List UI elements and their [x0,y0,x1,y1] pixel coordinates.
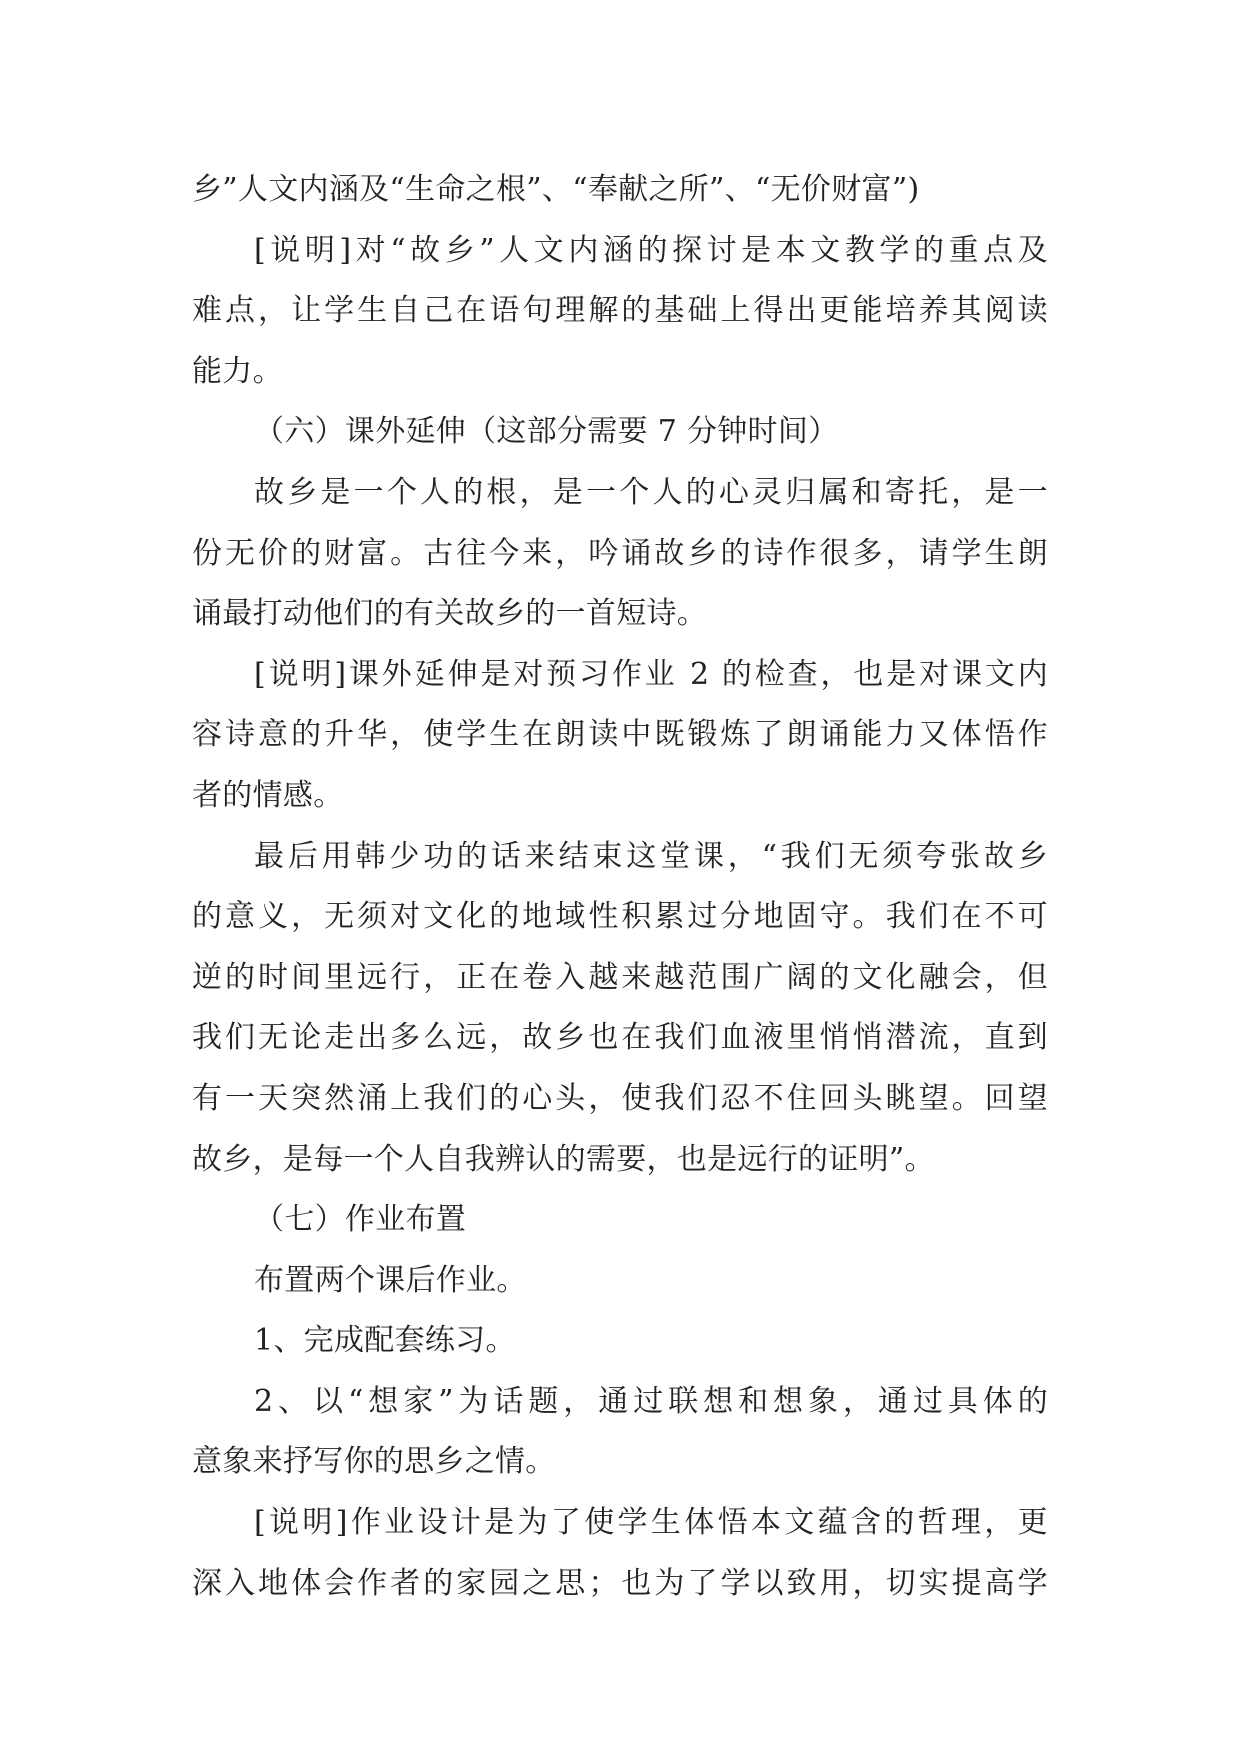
text-line: 难点，让学生自己在语句理解的基础上得出更能培养其阅读 [192,293,1048,329]
text-line: 有一天突然涌上我们的心头，使我们忍不住回头眺望。回望 [192,1080,1048,1116]
text-line: 故乡，是每一个人自我辨认的需要，也是远行的证明”。 [192,1141,935,1177]
text-line: 者的情感。 [192,777,344,813]
text-line: [说明]作业设计是为了使学生体悟本文蕴含的哲理，更 [254,1505,1048,1541]
text-line: 最后用韩少功的话来结束这堂课，“我们无须夸张故乡 [254,838,1048,874]
text-line: 诵最打动他们的有关故乡的一首短诗。 [192,596,708,632]
body-text [192,160,1048,1614]
text-line: 的意义，无须对文化的地域性积累过分地固守。我们在不可 [192,899,1048,935]
text-line: 份无价的财富。古往今来，吟诵故乡的诗作很多，请学生朗 [192,535,1048,571]
text-line: 意象来抒写你的思乡之情。 [192,1444,556,1480]
section-heading: （六）课外延伸（这部分需要 7 分钟时间） [254,414,839,450]
text-line: 容诗意的升华，使学生在朗读中既锻炼了朗诵能力又体悟作 [192,717,1048,753]
text-line: 我们无论走出多么远，故乡也在我们血液里悄悄潜流，直到 [192,1020,1048,1056]
list-item: 1、完成配套练习。 [254,1323,516,1359]
text-line: 深入地体会作者的家园之思；也为了学以致用，切实提高学 [192,1565,1048,1601]
text-line: 能力。 [192,353,283,389]
text-line: 故乡是一个人的根，是一个人的心灵归属和寄托，是一 [254,474,1048,510]
section-heading: （七）作业布置 [254,1202,467,1238]
list-item: 2、以“想家”为话题，通过联想和想象，通过具体的 [254,1383,1048,1419]
text-line: 布置两个课后作业。 [254,1262,527,1298]
text-line: [说明]对“故乡”人文内涵的探讨是本文教学的重点及 [254,232,1048,268]
text-line: 逆的时间里远行，正在卷入越来越范围广阔的文化融会，但 [192,959,1048,995]
text-line: 乡”人文内涵及“生命之根”、“奉献之所”、“无价财富”) [192,172,920,207]
text-line: [说明]课外延伸是对预习作业 2 的检查，也是对课文内 [254,656,1048,692]
